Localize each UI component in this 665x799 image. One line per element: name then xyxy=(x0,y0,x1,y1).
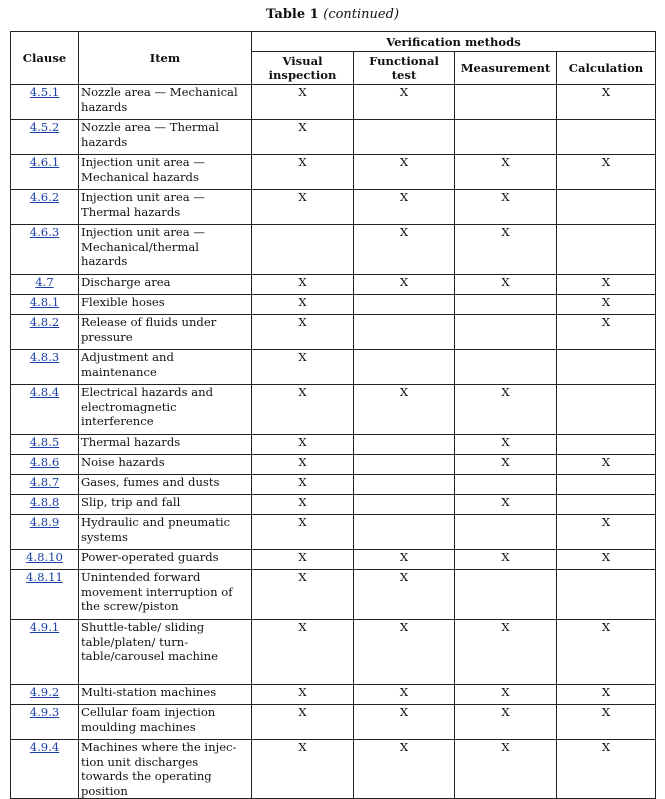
table-row xyxy=(11,685,656,705)
functional-test-mark: X xyxy=(354,155,455,190)
calculation-mark: X xyxy=(557,740,656,799)
table-row xyxy=(11,475,656,495)
visual-inspection-mark: X xyxy=(252,275,354,295)
functional-test-mark: X xyxy=(354,570,455,620)
visual-inspection-mark: X xyxy=(252,435,354,455)
item-cell: Gases, fumes and dusts xyxy=(79,475,252,495)
item-cell: Electrical hazards and electromagnetic interference xyxy=(79,385,252,435)
clause-cell xyxy=(11,295,79,315)
measurement-mark: X xyxy=(455,550,557,570)
item-cell: Injection unit area — Mechanical/thermal hazards xyxy=(79,225,252,275)
table-row xyxy=(11,120,656,155)
visual-inspection-mark: X xyxy=(252,495,354,515)
header-item: Item xyxy=(79,32,252,85)
visual-inspection-mark: X xyxy=(252,385,354,435)
clause-cell xyxy=(11,740,79,799)
calculation-mark: X xyxy=(557,455,656,475)
clause-cell xyxy=(11,475,79,495)
item-cell: Shuttle-table/ sliding table/platen/ turn-table/carousel machine xyxy=(79,620,252,685)
measurement-mark xyxy=(455,120,557,155)
clause-cell xyxy=(11,120,79,155)
functional-test-mark: X xyxy=(354,275,455,295)
calculation-mark: X xyxy=(557,295,656,315)
table-row xyxy=(11,350,656,385)
visual-inspection-mark: X xyxy=(252,455,354,475)
item-cell: Flexible hoses xyxy=(79,295,252,315)
item-cell: Machines where the injec-tion unit discharges towards the operating position xyxy=(79,740,252,799)
clause-cell xyxy=(11,385,79,435)
clause-cell xyxy=(11,315,79,350)
functional-test-mark xyxy=(354,495,455,515)
clause-cell xyxy=(11,435,79,455)
calculation-mark xyxy=(557,435,656,455)
clause-link[interactable]: 4.8.9 xyxy=(29,515,60,529)
clause-link[interactable]: 4.8.10 xyxy=(26,550,63,564)
visual-inspection-mark xyxy=(252,225,354,275)
header-visual-inspection: Visual inspection xyxy=(252,52,354,85)
measurement-mark: X xyxy=(455,740,557,799)
item-cell: Cellular foam injection moulding machines xyxy=(79,705,252,740)
clause-cell xyxy=(11,85,79,120)
measurement-mark xyxy=(455,515,557,550)
clause-cell xyxy=(11,190,79,225)
item-cell: Unintended forward movement interruption of the screw/piston xyxy=(79,570,252,620)
clause-cell xyxy=(11,550,79,570)
item-cell: Injection unit area — Mechanical hazards xyxy=(79,155,252,190)
table-row xyxy=(11,275,656,295)
functional-test-mark xyxy=(354,350,455,385)
table-row xyxy=(11,315,656,350)
table-row xyxy=(11,705,656,740)
functional-test-mark xyxy=(354,515,455,550)
measurement-mark: X xyxy=(455,155,557,190)
header-functional-test: Functional test xyxy=(354,52,455,85)
item-cell: Multi-station machines xyxy=(79,685,252,705)
measurement-mark: X xyxy=(455,275,557,295)
functional-test-mark: X xyxy=(354,740,455,799)
visual-inspection-mark: X xyxy=(252,685,354,705)
functional-test-mark xyxy=(354,455,455,475)
visual-inspection-mark: X xyxy=(252,515,354,550)
clause-link[interactable]: 4.5.1 xyxy=(29,85,60,99)
calculation-mark: X xyxy=(557,620,656,685)
measurement-mark: X xyxy=(455,455,557,475)
verification-table xyxy=(10,31,656,799)
functional-test-mark: X xyxy=(354,225,455,275)
clause-link[interactable]: 4.6.3 xyxy=(29,225,60,239)
visual-inspection-mark: X xyxy=(252,705,354,740)
clause-cell xyxy=(11,455,79,475)
clause-link[interactable]: 4.9.2 xyxy=(29,685,60,699)
table-row xyxy=(11,515,656,550)
calculation-mark: X xyxy=(557,155,656,190)
functional-test-mark xyxy=(354,120,455,155)
measurement-mark: X xyxy=(455,705,557,740)
measurement-mark: X xyxy=(455,435,557,455)
measurement-mark: X xyxy=(455,190,557,225)
clause-link[interactable]: 4.8.8 xyxy=(29,495,60,509)
functional-test-mark xyxy=(354,315,455,350)
calculation-mark: X xyxy=(557,315,656,350)
measurement-mark: X xyxy=(455,225,557,275)
table-row xyxy=(11,620,656,685)
calculation-mark xyxy=(557,225,656,275)
calculation-mark: X xyxy=(557,550,656,570)
clause-cell xyxy=(11,225,79,275)
measurement-mark: X xyxy=(455,685,557,705)
clause-link[interactable]: 4.8.6 xyxy=(29,455,60,469)
calculation-mark: X xyxy=(557,685,656,705)
clause-link[interactable]: 4.8.3 xyxy=(29,350,60,364)
table-row xyxy=(11,155,656,190)
visual-inspection-mark: X xyxy=(252,315,354,350)
visual-inspection-mark: X xyxy=(252,295,354,315)
clause-link[interactable]: 4.8.1 xyxy=(29,295,60,309)
header-measurement: Measurement xyxy=(455,52,557,85)
visual-inspection-mark: X xyxy=(252,620,354,685)
calculation-mark: X xyxy=(557,85,656,120)
clause-cell xyxy=(11,155,79,190)
header-clause: Clause xyxy=(11,32,79,85)
table-row xyxy=(11,295,656,315)
calculation-mark: X xyxy=(557,515,656,550)
clause-cell xyxy=(11,350,79,385)
measurement-mark xyxy=(455,295,557,315)
functional-test-mark xyxy=(354,295,455,315)
table-row xyxy=(11,190,656,225)
item-cell: Adjustment and maintenance xyxy=(79,350,252,385)
table-row xyxy=(11,495,656,515)
functional-test-mark: X xyxy=(354,85,455,120)
clause-link[interactable]: 4.7 xyxy=(35,275,54,289)
table-row xyxy=(11,570,656,620)
item-cell: Discharge area xyxy=(79,275,252,295)
calculation-mark: X xyxy=(557,275,656,295)
item-cell: Power-operated guards xyxy=(79,550,252,570)
item-cell: Injection unit area — Thermal hazards xyxy=(79,190,252,225)
functional-test-mark: X xyxy=(354,550,455,570)
table-row xyxy=(11,435,656,455)
clause-cell xyxy=(11,685,79,705)
calculation-mark xyxy=(557,350,656,385)
calculation-mark xyxy=(557,120,656,155)
clause-link[interactable]: 4.6.1 xyxy=(29,155,60,169)
item-cell: Nozzle area — Mechanical hazards xyxy=(79,85,252,120)
measurement-mark xyxy=(455,85,557,120)
clause-link[interactable]: 4.9.1 xyxy=(29,620,60,634)
measurement-mark xyxy=(455,475,557,495)
clause-link[interactable]: 4.8.7 xyxy=(29,475,60,489)
item-cell: Noise hazards xyxy=(79,455,252,475)
visual-inspection-mark: X xyxy=(252,190,354,225)
measurement-mark: X xyxy=(455,620,557,685)
visual-inspection-mark: X xyxy=(252,85,354,120)
clause-link[interactable]: 4.6.2 xyxy=(29,190,60,204)
functional-test-mark: X xyxy=(354,190,455,225)
item-cell: Thermal hazards xyxy=(79,435,252,455)
clause-link[interactable]: 4.9.3 xyxy=(29,705,60,719)
measurement-mark xyxy=(455,315,557,350)
calculation-mark xyxy=(557,495,656,515)
table-row xyxy=(11,740,656,799)
clause-cell xyxy=(11,705,79,740)
header-calculation: Calculation xyxy=(557,52,656,85)
visual-inspection-mark: X xyxy=(252,740,354,799)
calculation-mark xyxy=(557,190,656,225)
visual-inspection-mark: X xyxy=(252,350,354,385)
functional-test-mark: X xyxy=(354,685,455,705)
visual-inspection-mark: X xyxy=(252,155,354,190)
visual-inspection-mark: X xyxy=(252,570,354,620)
item-cell: Hydraulic and pneumatic systems xyxy=(79,515,252,550)
clause-link[interactable]: 4.8.11 xyxy=(26,570,63,584)
clause-link[interactable]: 4.8.2 xyxy=(29,315,60,329)
clause-cell xyxy=(11,570,79,620)
functional-test-mark: X xyxy=(354,620,455,685)
calculation-mark: X xyxy=(557,705,656,740)
item-cell: Nozzle area — Thermal hazards xyxy=(79,120,252,155)
caption-label: Table 1 xyxy=(265,7,319,22)
clause-link[interactable]: 4.8.5 xyxy=(29,435,60,449)
clause-cell xyxy=(11,495,79,515)
clause-link[interactable]: 4.9.4 xyxy=(29,740,60,754)
item-cell: Slip, trip and fall xyxy=(79,495,252,515)
table-row xyxy=(11,550,656,570)
table-row xyxy=(11,225,656,275)
calculation-mark xyxy=(557,475,656,495)
table-body xyxy=(11,85,656,799)
clause-cell xyxy=(11,620,79,685)
clause-cell xyxy=(11,275,79,295)
visual-inspection-mark: X xyxy=(252,475,354,495)
visual-inspection-mark: X xyxy=(252,120,354,155)
functional-test-mark xyxy=(354,475,455,495)
functional-test-mark xyxy=(354,435,455,455)
table-row xyxy=(11,85,656,120)
table-row xyxy=(11,385,656,435)
visual-inspection-mark: X xyxy=(252,550,354,570)
measurement-mark: X xyxy=(455,385,557,435)
measurement-mark xyxy=(455,350,557,385)
clause-link[interactable]: 4.5.2 xyxy=(29,120,60,134)
caption-note: (continued) xyxy=(323,7,400,22)
calculation-mark xyxy=(557,385,656,435)
measurement-mark: X xyxy=(455,495,557,515)
functional-test-mark: X xyxy=(354,385,455,435)
table-row xyxy=(11,455,656,475)
functional-test-mark: X xyxy=(354,705,455,740)
clause-link[interactable]: 4.8.4 xyxy=(29,385,60,399)
calculation-mark xyxy=(557,570,656,620)
measurement-mark xyxy=(455,570,557,620)
table-caption xyxy=(0,7,665,22)
header-verification-methods: Verification methods xyxy=(252,32,656,52)
item-cell: Release of fluids under pressure xyxy=(79,315,252,350)
clause-cell xyxy=(11,515,79,550)
